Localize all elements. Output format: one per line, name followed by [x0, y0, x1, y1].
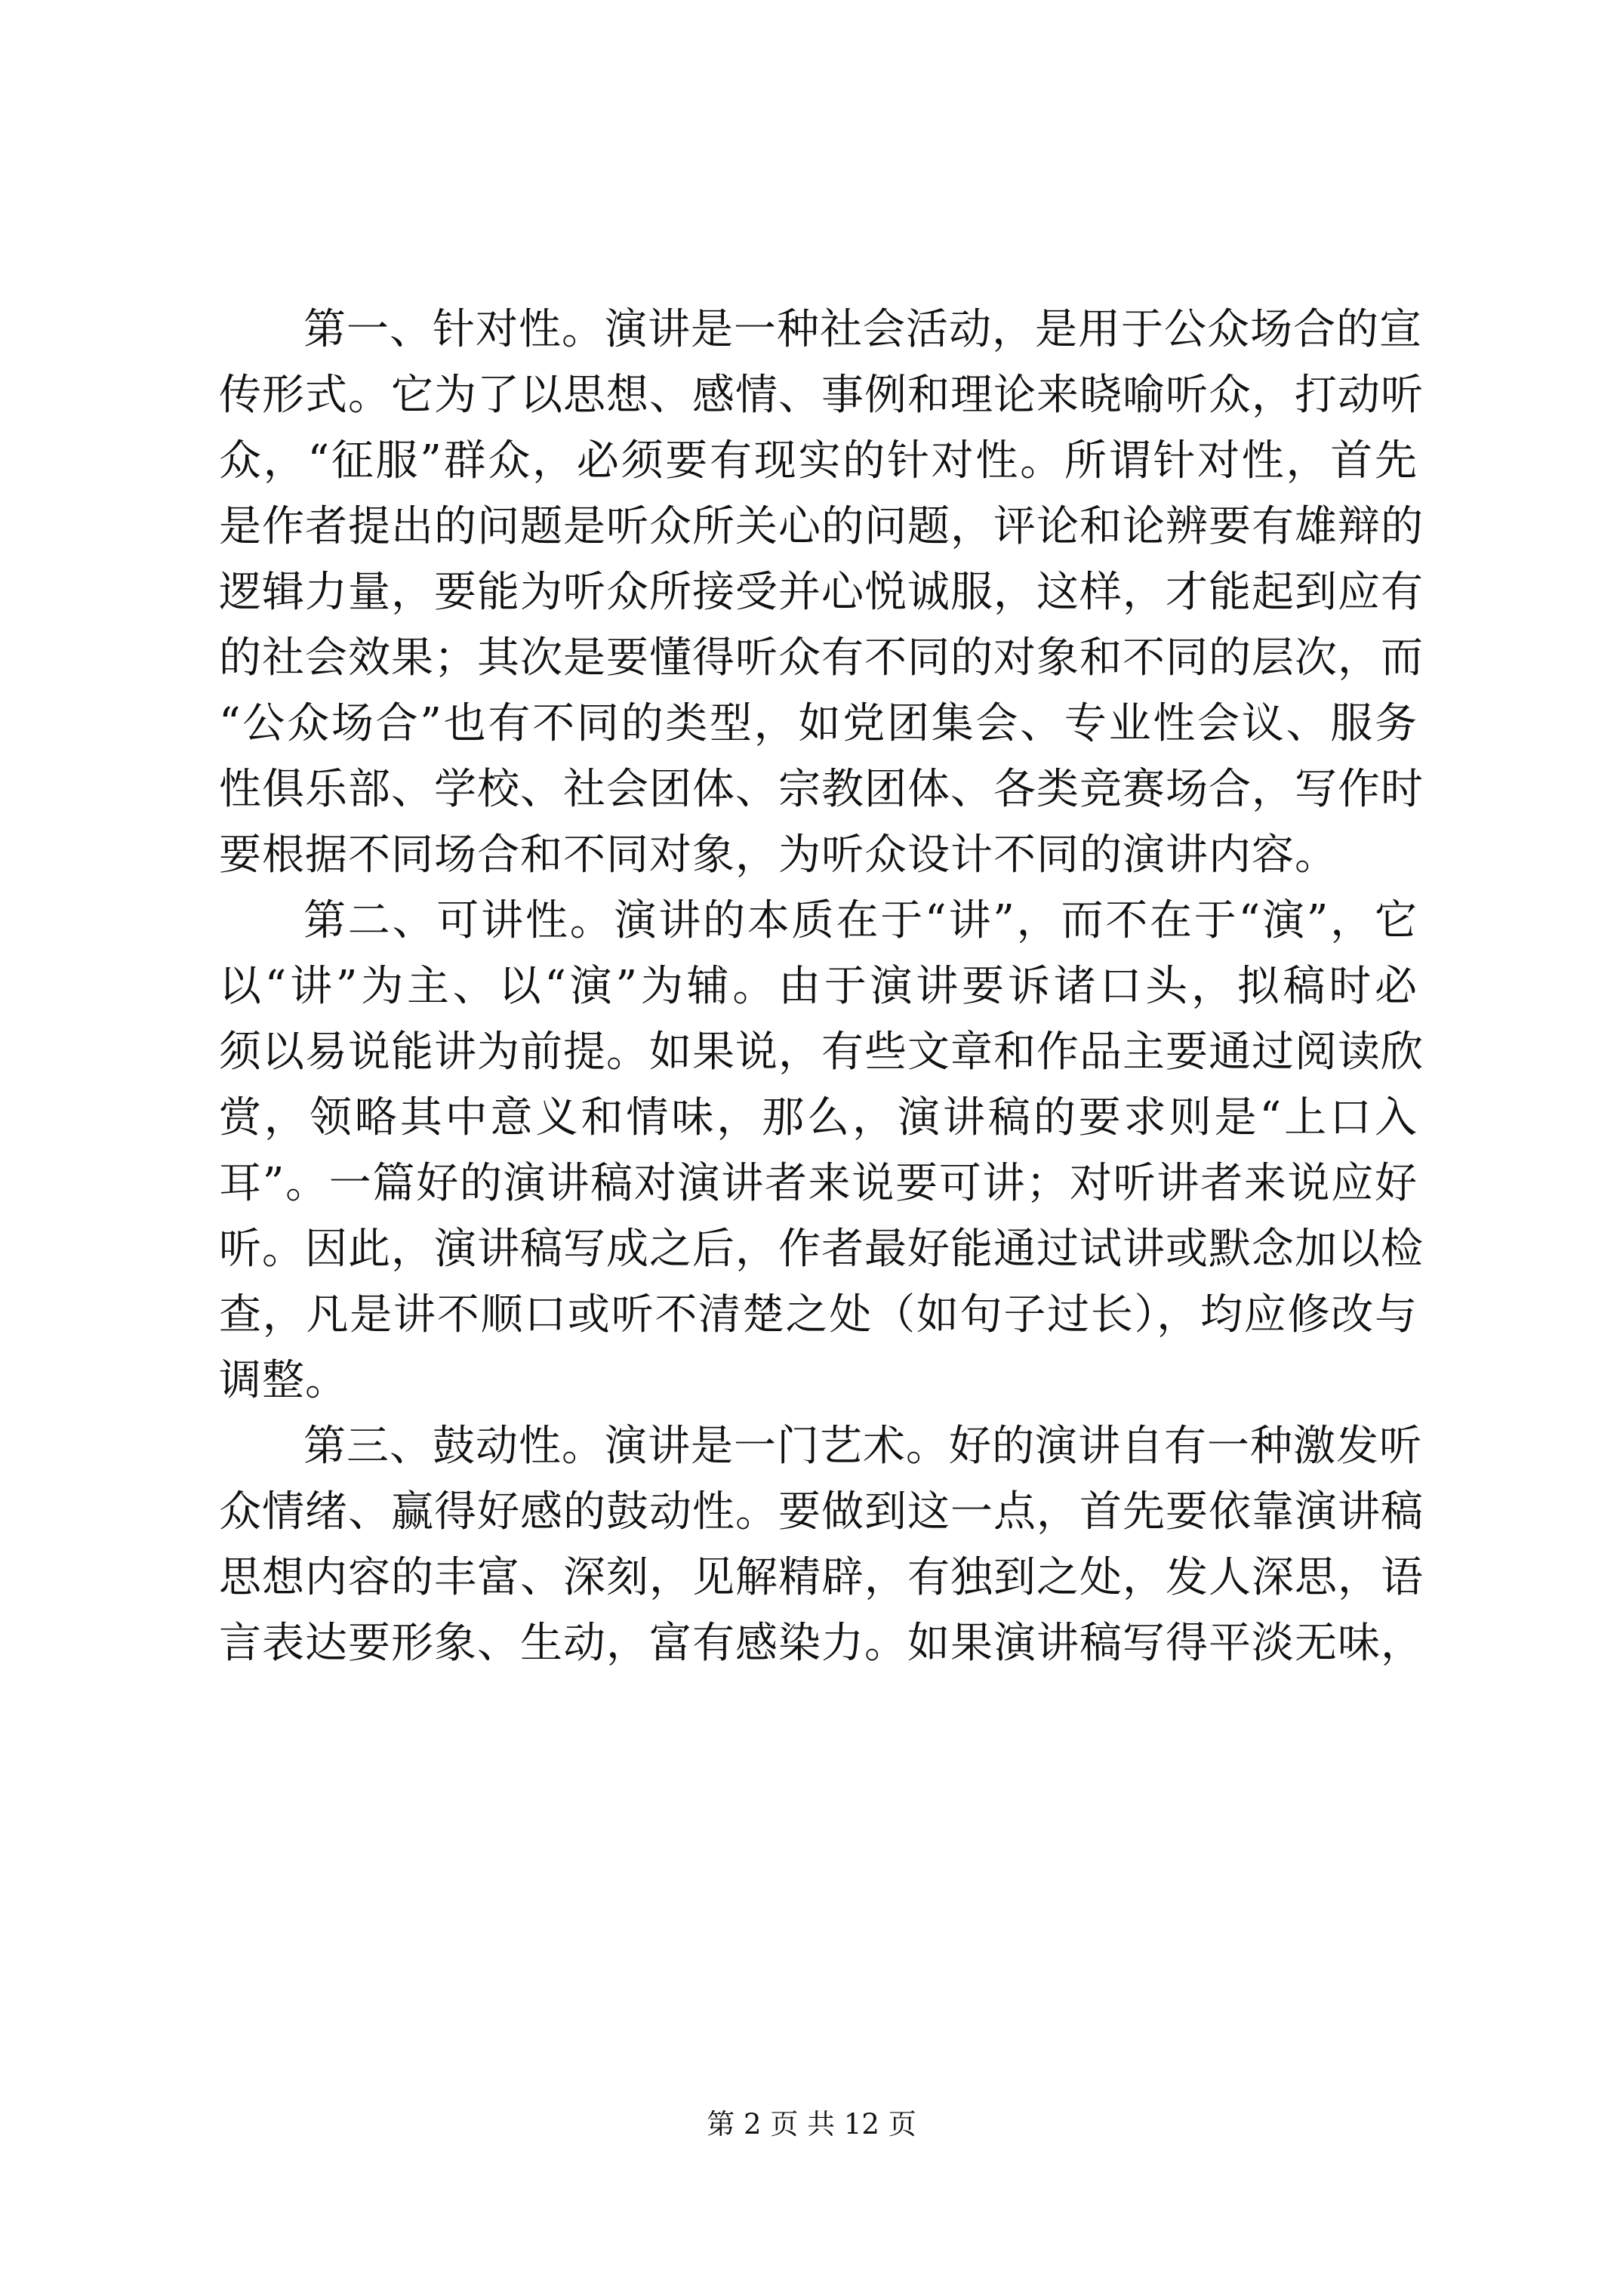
- paragraph-line: 第一、针对性。演讲是一种社会活动，是用于公众场合的宣: [303, 305, 1422, 354]
- paragraph-line: 性俱乐部、学校、社会团体、宗教团体、各类竞赛场合，写作时: [219, 765, 1424, 814]
- page-number-footer: 第 2 页 共 12 页: [707, 2108, 916, 2140]
- paragraph-line: “公众场合”也有不同的类型，如党团集会、专业性会议、服务: [219, 699, 1418, 748]
- paragraph-line: 要根据不同场合和不同对象，为听众设计不同的演讲内容。: [219, 831, 1338, 880]
- document-body: [219, 297, 1424, 1676]
- paragraph-line: 耳”。一篇好的演讲稿对演讲者来说要可讲；对听讲者来说应好: [219, 1159, 1418, 1208]
- paragraph-line: 言表达要形象、生动，富有感染力。如果演讲稿写得平淡无味，: [219, 1619, 1424, 1668]
- paragraph-line: 众，“征服”群众，必须要有现实的针对性。所谓针对性，首先: [219, 436, 1418, 485]
- paragraph-line: 逻辑力量，要能为听众所接受并心悦诚服，这样，才能起到应有: [219, 568, 1424, 617]
- paragraph-line: 调整。: [219, 1356, 348, 1405]
- paragraph-line: 以“讲”为主、以“演”为辅。由于演讲要诉诸口头，拟稿时必: [219, 962, 1418, 1011]
- paragraph-line: 思想内容的丰富、深刻，见解精辟，有独到之处，发人深思，语: [219, 1553, 1424, 1602]
- paragraph-line: 赏，领略其中意义和情味，那么，演讲稿的要求则是“上口入: [219, 1093, 1418, 1142]
- paragraph-line: 第二、可讲性。演讲的本质在于“讲”，而不在于“演”，它: [303, 896, 1418, 945]
- paragraph-inspiring: [219, 1413, 1424, 1676]
- paragraph-line: 的社会效果；其次是要懂得听众有不同的对象和不同的层次，而: [219, 633, 1424, 683]
- paragraph-line: 传形式。它为了以思想、感情、事例和理论来晓喻听众，打动听: [219, 371, 1424, 420]
- paragraph-speakability: [219, 888, 1424, 1413]
- paragraph-line: 是作者提出的问题是听众所关心的问题，评论和论辨要有雄辩的: [219, 502, 1424, 551]
- paragraph-line: 听。因此，演讲稿写成之后，作者最好能通过试讲或默念加以检: [219, 1225, 1424, 1274]
- paragraph-line: 第三、鼓动性。演讲是一门艺术。好的演讲自有一种激发听: [303, 1422, 1422, 1471]
- paragraph-line: 须以易说能讲为前提。如果说，有些文章和作品主要通过阅读欣: [219, 1028, 1424, 1077]
- paragraph-targeting: [219, 297, 1424, 888]
- paragraph-line: 众情绪、赢得好感的鼓动性。要做到这一点，首先要依靠演讲稿: [219, 1487, 1424, 1536]
- paragraph-line: 查，凡是讲不顺口或听不清楚之处（如句子过长），均应修改与: [219, 1290, 1418, 1339]
